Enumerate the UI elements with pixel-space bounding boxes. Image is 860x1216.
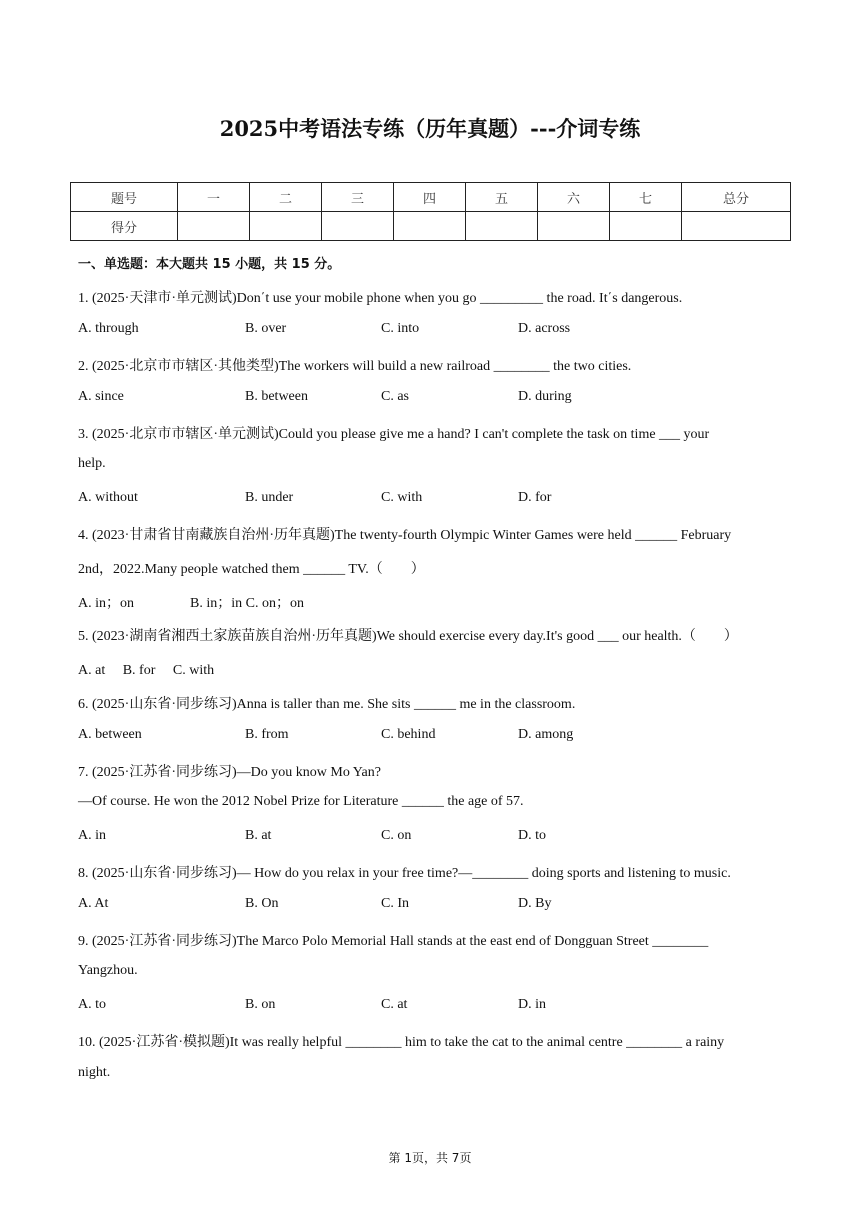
question-4-text: 4. (2023·甘肃省甘南藏族自治州·历年真题)The twenty-fourth Olympic Winter Games were held ______ February — [78, 528, 732, 543]
option-c: C. behind — [381, 727, 436, 742]
question-6-text: 6. (2025·山东省·同步练习)Anna is taller than me. She sits ______ me in the classroom. — [78, 697, 576, 712]
option-c: C. on — [381, 828, 412, 843]
option-d: D. to — [518, 828, 546, 843]
option-d: D. among — [518, 727, 574, 742]
question-4-options: A. in；on B. in；in C. on；on — [78, 596, 304, 611]
option-b: B. at — [245, 828, 272, 843]
question-9-text: 9. (2025·江苏省·同步练习)The Marco Polo Memorial Hall stands at the east end of Dongguan Street ________ — [78, 934, 709, 949]
option-d: D. for — [518, 490, 552, 505]
score-header-cell: 题号 — [71, 183, 178, 212]
page-footer: 第 1页，共 7页 — [388, 1151, 472, 1165]
question-2-text: 2. (2025·北京市市辖区·其他类型)The workers will build a new railroad ________ the two cities. — [78, 359, 632, 374]
score-header-cell: 四 — [394, 183, 466, 212]
score-cell — [610, 212, 682, 241]
question-3-text-cont: help. — [78, 456, 106, 471]
score-header-cell: 五 — [466, 183, 538, 212]
score-cell — [538, 212, 610, 241]
question-7-text-cont: —Of course. He won the 2012 Nobel Prize for Literature ______ the age of 57. — [78, 794, 524, 809]
question-9-text-cont: Yangzhou. — [78, 963, 138, 978]
option-a: A. At — [78, 896, 109, 911]
option-b: B. On — [245, 896, 279, 911]
option-b: B. under — [245, 490, 294, 505]
score-row-label: 得分 — [71, 212, 178, 241]
option-c: C. with — [381, 490, 423, 505]
question-7-text: 7. (2025·江苏省·同步练习)—Do you know Mo Yan? — [78, 765, 381, 780]
option-a: A. between — [78, 727, 142, 742]
score-header-cell: 六 — [538, 183, 610, 212]
section-heading: 一、单选题：本大题共 15 小题，共 15 分。 — [78, 257, 341, 272]
score-table-score-row — [71, 212, 791, 241]
option-d: D. By — [518, 896, 552, 911]
score-header-cell: 一 — [178, 183, 250, 212]
question-5-options: A. at B. for C. with — [78, 663, 215, 678]
option-b: B. on — [245, 997, 276, 1012]
question-1-text: 1. (2025·天津市·单元测试)Don΄t use your mobile phone when you go _________ the road. It΄s dangerous. — [78, 291, 683, 306]
score-header-cell: 三 — [322, 183, 394, 212]
option-a: A. to — [78, 997, 106, 1012]
option-a: A. through — [78, 321, 139, 336]
score-cell — [466, 212, 538, 241]
option-a: A. in — [78, 828, 106, 843]
question-10-text-cont: night. — [78, 1065, 111, 1080]
option-b: B. between — [245, 389, 308, 404]
score-cell — [250, 212, 322, 241]
option-a: A. since — [78, 389, 124, 404]
option-b: B. over — [245, 321, 287, 336]
option-c: C. at — [381, 997, 408, 1012]
option-c: C. into — [381, 321, 420, 336]
score-cell — [178, 212, 250, 241]
score-header-cell: 总分 — [682, 183, 791, 212]
question-8-text: 8. (2025·山东省·同步练习)— How do you relax in your free time?—________ doing sports and listening to music. — [78, 866, 731, 881]
question-5-text: 5. (2023·湖南省湘西土家族苗族自治州·历年真题)We should exercise every day.It's good ___ our health.（ ） — [78, 629, 738, 644]
page-title: 2025中考语法专练（历年真题）---介词专练 — [219, 116, 641, 141]
score-table — [70, 182, 791, 241]
option-a: A. without — [78, 490, 138, 505]
question-4-text-cont: 2nd，2022.Many people watched them ______ TV.（ ） — [78, 562, 425, 577]
score-cell — [322, 212, 394, 241]
option-c: C. as — [381, 389, 409, 404]
question-3-text: 3. (2025·北京市市辖区·单元测试)Could you please give me a hand? I can't complete the task on time ___ your — [78, 427, 710, 442]
score-header-cell: 二 — [250, 183, 322, 212]
option-c: C. In — [381, 896, 409, 911]
score-cell — [394, 212, 466, 241]
option-b: B. from — [245, 727, 289, 742]
option-d: D. across — [518, 321, 571, 336]
score-cell — [682, 212, 791, 241]
option-d: D. during — [518, 389, 572, 404]
score-header-cell: 七 — [610, 183, 682, 212]
option-d: D. in — [518, 997, 546, 1012]
score-table-header-row — [71, 183, 791, 212]
question-10-text: 10. (2025·江苏省·模拟题)It was really helpful ________ him to take the cat to the animal centre ________ a rainy — [78, 1035, 725, 1050]
